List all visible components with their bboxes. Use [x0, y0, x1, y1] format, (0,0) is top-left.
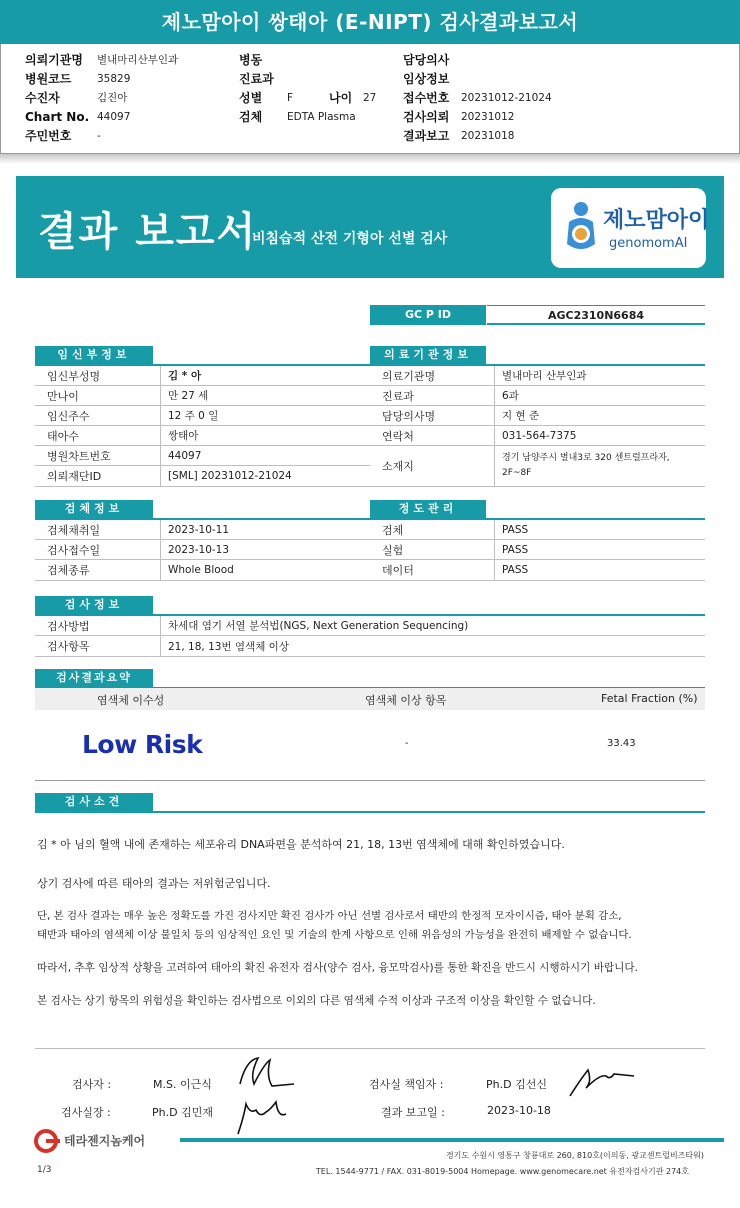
row-label: 검사항목: [47, 640, 90, 653]
finding-paragraph-2: 상기 검사에 따른 태아의 결과는 저위험군입니다.: [37, 877, 271, 890]
row-value: PASS: [502, 564, 529, 576]
meta-value: -: [97, 129, 101, 142]
row-label: 의료기관명: [382, 369, 436, 383]
risk-result: Low Risk: [82, 730, 203, 759]
banner-subtitle: 비침습적 산전 기형아 선별 검사: [252, 231, 448, 247]
meta-label: 수진자: [25, 91, 60, 105]
column-divider: [160, 616, 161, 657]
row-label: 실험: [382, 543, 404, 557]
table-row: [35, 560, 370, 581]
report-date-label: 결과 보고일 :: [381, 1106, 445, 1119]
lab-head-signature-icon: [566, 1060, 638, 1100]
row-value: 2023-10-11: [168, 523, 230, 536]
row-value: PASS: [502, 523, 529, 536]
age-value: 27: [363, 91, 377, 104]
result-banner: [16, 176, 724, 278]
row-value: 쌍태아: [168, 430, 199, 442]
row-value: Whole Blood: [168, 564, 234, 576]
row-value: 별내마리 산부인과: [502, 370, 587, 382]
table-row: [35, 540, 370, 560]
qc-header: 정도관리: [370, 500, 486, 518]
findings-rule: [35, 811, 705, 813]
meta-label: 진료과: [239, 72, 274, 86]
meta-value: 김진아: [97, 92, 128, 104]
fetal-fraction-value: 33.43: [607, 738, 636, 749]
meta-label: 접수번호: [403, 91, 450, 105]
meta-col-1: [25, 50, 178, 145]
summary-header: 검사결과요약: [35, 669, 153, 687]
finding-paragraph-3a: 단, 본 검사 결과는 매우 높은 정확도를 가진 검사지만 확진 검사가 아닌 선별 검사로서 태반의 한정적 모자이시즘, 태아 분획 감소,: [37, 910, 622, 922]
table-row: [35, 406, 370, 426]
finding-paragraph-4: 따라서, 추후 임상적 상황을 고려하여 태아의 확진 유전자 검사(양수 검사, 융모막검사)를 통한 확진을 반드시 시행하시기 바랍니다.: [37, 962, 639, 974]
row-label: 데이터: [382, 564, 414, 577]
col-fetal-fraction: Fetal Fraction (%): [601, 692, 698, 705]
tester-label: 검사자 :: [72, 1078, 112, 1091]
table-row: [370, 560, 705, 581]
meta-label: 병원코드: [25, 72, 72, 86]
row-label: 검사접수일: [47, 543, 101, 557]
gcp-id-label: GC P ID: [370, 305, 486, 325]
findings-header: 검사소견: [35, 793, 153, 811]
meta-label: 검체: [239, 110, 263, 124]
address-line-1: 경기 남양주시 별내3로 320 센트럴프라자,: [502, 453, 670, 463]
summary-columns: [35, 688, 705, 710]
meta-value: EDTA Plasma: [287, 110, 356, 123]
meta-value: 20231012: [461, 110, 515, 123]
company-contact: TEL. 1544-9771 / FAX. 031-8019-5004 Homepage. www.genomecare.net 유전자검사기관 274호: [315, 1167, 689, 1176]
mother-baby-icon: [561, 200, 601, 254]
table-row: [370, 446, 705, 487]
row-value: 44097: [168, 449, 202, 462]
row-value: 031-564-7375: [502, 429, 577, 442]
meta-label: Chart No.: [25, 109, 90, 124]
table-row: [370, 406, 705, 426]
row-label: 만나이: [47, 389, 79, 403]
col-anomaly: 염색체 이상 항목: [365, 694, 447, 707]
tester-signature-icon: [236, 1054, 298, 1090]
table-row: [370, 366, 705, 386]
report-date-value: 2023-10-18: [487, 1104, 551, 1117]
table-row: [35, 366, 370, 386]
lab-director-label: 검사실장 :: [61, 1106, 111, 1119]
meta-label: 검사의뢰: [403, 110, 450, 124]
address-line-2: 2F~8F: [502, 468, 532, 478]
row-value: 2023-10-13: [168, 543, 230, 556]
row-value: PASS: [502, 543, 529, 556]
meta-value: 44097: [97, 110, 131, 123]
test-info-table: [35, 616, 705, 657]
institution-info-table: [370, 366, 705, 488]
meta-col-3: [403, 50, 552, 145]
table-row: [35, 616, 705, 636]
address-cell: [494, 451, 670, 481]
row-label: 연락처: [382, 429, 414, 443]
row-label: 병원차트번호: [47, 449, 111, 463]
row-label: 의뢰재단ID: [47, 470, 102, 483]
company-name: 테라젠지놈케어: [64, 1134, 146, 1148]
meta-label: 임상정보: [403, 72, 450, 86]
table-row: [35, 386, 370, 406]
meta-value: F: [287, 91, 294, 104]
row-label: 검체: [382, 523, 404, 537]
company-address: 경기도 수원시 영통구 창룡대로 260, 810호(이의동, 광교센트럴비즈타워): [445, 1151, 704, 1160]
row-value: 6과: [502, 390, 519, 402]
meta-label: 주민번호: [25, 129, 72, 143]
page-number: 1/3: [37, 1165, 52, 1175]
row-value: 만 27 세: [168, 390, 209, 402]
table-row: [35, 426, 370, 446]
signature-separator: [35, 1048, 705, 1049]
meta-col-2: [239, 50, 376, 126]
row-value: 차세대 염기 서열 분석법(NGS, Next Generation Sequencing): [168, 620, 469, 632]
anomaly-value: -: [405, 738, 409, 749]
meta-label: 담당의사: [403, 53, 450, 67]
meta-value: 별내마리산부인과: [97, 54, 179, 66]
qc-table: [370, 520, 705, 581]
table-row: [370, 540, 705, 560]
row-value: 21, 18, 13번 염색체 이상: [168, 640, 289, 653]
meta-label: 성별: [239, 91, 263, 105]
genomom-logo: [551, 188, 710, 268]
banner-title: 결과 보고서: [38, 209, 258, 255]
meta-value: 35829: [97, 72, 131, 85]
footer-rule: [180, 1138, 724, 1142]
lab-head-name: Ph.D 김선신: [486, 1078, 547, 1091]
meta-label: 병동: [239, 53, 263, 67]
table-row: [35, 466, 370, 487]
column-divider: [160, 366, 161, 487]
row-label: 소재지: [382, 460, 414, 473]
pregnant-info-table: [35, 366, 370, 488]
lab-director-name: Ph.D 김민재: [152, 1106, 213, 1119]
row-label: 검체채취일: [47, 523, 101, 537]
pregnant-info-header: 임신부정보: [35, 346, 153, 364]
summary-bottom-rule: [35, 780, 705, 781]
director-signature-icon: [230, 1096, 292, 1138]
meta-shadow: [0, 154, 740, 164]
row-value: 김 * 아: [168, 370, 202, 382]
column-divider: [494, 366, 495, 487]
table-row: [370, 426, 705, 446]
logo-en: genomomAI: [609, 236, 688, 251]
row-value: [SML] 20231012-21024: [168, 470, 292, 482]
finding-paragraph-1: 김 * 아 님의 혈액 내에 존재하는 세포유리 DNA파편을 분석하여 21, 18, 13번 염색체에 대해 확인하였습니다.: [37, 838, 565, 851]
row-label: 임신부성명: [47, 369, 101, 383]
specimen-info-table: [35, 520, 370, 581]
meta-value: 20231012-21024: [461, 91, 552, 104]
table-row: [370, 386, 705, 406]
table-row: [35, 636, 705, 657]
row-label: 진료과: [382, 389, 414, 403]
specimen-info-header: 검체정보: [35, 500, 153, 518]
logo-name: 제노맘아이: [603, 208, 710, 233]
finding-paragraph-5: 본 검사는 상기 항목의 위험성을 확인하는 검사법으로 이외의 다른 염색체 수적 이상과 구조적 이상을 확인할 수 없습니다.: [37, 995, 596, 1007]
institution-info-header: 의료기관정보: [370, 346, 486, 364]
lab-head-label: 검사실 책임자 :: [369, 1078, 444, 1091]
col-aneuploidy: 염색체 이수성: [97, 694, 165, 707]
patient-meta-box: [0, 44, 740, 154]
meta-label: 의뢰기관명: [25, 53, 83, 67]
row-value: 지 현 준: [502, 410, 540, 422]
row-label: 검사방법: [47, 619, 90, 633]
column-divider: [494, 520, 495, 581]
report-title: 제노맘아이 쌍태아 (E-NIPT) 검사결과보고서: [0, 0, 740, 44]
row-value: 12 주 0 일: [168, 410, 219, 422]
row-label: 검체종류: [47, 564, 90, 577]
finding-paragraph-3b: 태반과 태아의 염색체 이상 불일치 등의 임상적인 요인 및 기술의 한계 사항으로 인해 위음성의 가능성을 완전히 배제할 수 없습니다.: [37, 929, 632, 941]
table-row: [35, 520, 370, 540]
test-info-header: 검사정보: [35, 596, 153, 614]
row-label: 태아수: [47, 429, 79, 443]
gcp-id-value: AGC2310N6684: [487, 305, 705, 325]
column-divider: [160, 520, 161, 581]
age-label: 나이: [329, 91, 353, 105]
row-label: 임신주수: [47, 409, 90, 423]
table-row: [370, 520, 705, 540]
meta-value: 20231018: [461, 129, 515, 142]
meta-label: 결과보고: [403, 129, 450, 143]
tester-name: M.S. 이근식: [153, 1078, 212, 1091]
row-label: 담당의사명: [382, 409, 436, 423]
table-row: [35, 446, 370, 466]
